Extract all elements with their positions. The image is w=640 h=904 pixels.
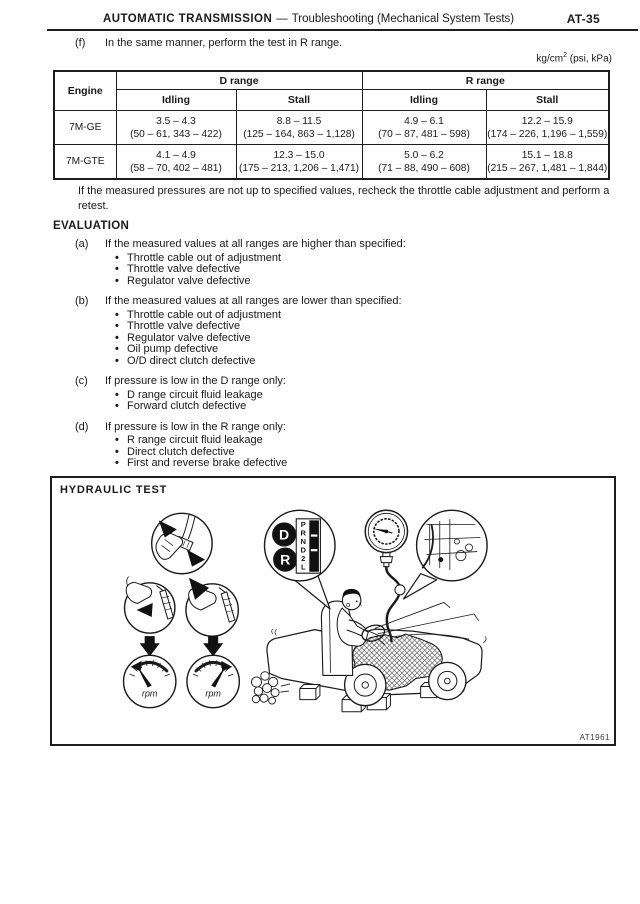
cell-value: 4.1 – 4.9: [156, 149, 196, 161]
step-f-text: In the same manner, perform the test in R range.: [105, 37, 343, 49]
step-f: [75, 37, 342, 49]
bullet-text: Throttle valve defective: [127, 320, 241, 332]
pressure-gauge: [365, 510, 407, 641]
bullet-item: [115, 401, 600, 413]
table-cell: [486, 111, 609, 145]
page-number: AT-35: [566, 12, 600, 26]
table-cell: [236, 145, 362, 180]
units-prefix: kg/cm: [536, 53, 564, 65]
bullet-text: Throttle cable out of adjustment: [127, 251, 282, 264]
engine-name: 7M-GE: [54, 111, 116, 145]
bullet-dot: •: [115, 331, 119, 344]
hydraulic-test-figure: [50, 476, 616, 746]
bullet-dot: •: [115, 343, 119, 355]
bullet-text: First and reverse brake defective: [127, 457, 288, 469]
bullet-text: O/D direct clutch defective: [127, 354, 256, 367]
cell-value: 3.5 – 4.3: [156, 115, 196, 127]
bullet-dot: •: [115, 308, 119, 321]
bullet-text: Throttle cable out of adjustment: [127, 308, 282, 321]
bullet-dot: •: [115, 320, 119, 332]
bullet-text: Direct clutch defective: [127, 445, 235, 458]
bullet-dot: •: [115, 434, 119, 446]
sub-header-r-idling: Idling: [362, 90, 486, 111]
rpm-label: rpm: [205, 688, 221, 699]
cell-value-paren: (215 – 267, 1,481 – 1,844): [487, 162, 608, 174]
cell-value: 12.3 – 15.0: [273, 149, 325, 161]
bullet-item: [115, 356, 600, 368]
pedal-released-inset: [125, 577, 175, 633]
svg-text:P: P: [300, 519, 306, 529]
bullet-text: Oil pump defective: [127, 343, 219, 355]
cell-value: 4.9 – 6.1: [404, 115, 444, 127]
group-header-d-range: D range: [116, 71, 362, 90]
cell-value-paren: (50 – 61, 343 – 422): [130, 128, 222, 140]
evaluation-list: [75, 238, 600, 478]
bullet-item: [115, 344, 600, 356]
units-suffix: (psi, kPa): [566, 53, 612, 65]
item-label: (d): [75, 420, 89, 433]
header-separator: —: [276, 13, 288, 25]
bullet-item: [115, 276, 600, 288]
throttle-cable-inset: [152, 513, 212, 573]
svg-text:R: R: [280, 551, 291, 568]
item-label: (a): [75, 238, 89, 250]
item-label: (c): [75, 375, 88, 387]
sub-header-r-stall: Stall: [486, 90, 609, 111]
retest-note: If the measured pressures are not up to specified values, recheck the throttle cable adjustment and perform a retest.: [78, 185, 610, 212]
figure-title: HYDRAULIC TEST: [60, 484, 168, 496]
header-subtitle: Troubleshooting (Mechanical System Tests): [291, 13, 515, 25]
bullet-text: Forward clutch defective: [127, 400, 247, 412]
front-wheel: [429, 662, 466, 699]
bullet-text: D range circuit fluid leakage: [127, 388, 263, 401]
item-text: If the measured values at all ranges are higher than specified:: [105, 238, 406, 250]
bullet-dot: •: [115, 263, 119, 275]
hydraulic-test-illustration: [52, 478, 614, 744]
svg-text:D: D: [300, 545, 307, 555]
rpm-gauge-low-inset: [124, 655, 176, 707]
table-cell: [236, 111, 362, 145]
bullet-dot: •: [115, 400, 119, 412]
table-cell: [116, 111, 236, 145]
down-arrow: [140, 636, 160, 656]
bullet-dot: •: [115, 251, 119, 264]
table-cell: [486, 145, 609, 180]
cell-value: 5.0 – 6.2: [404, 149, 444, 161]
svg-text:L: L: [300, 562, 306, 572]
svg-text:R: R: [300, 528, 307, 538]
table-cell: [362, 145, 486, 180]
page-header: [103, 13, 514, 25]
bullet-item: [115, 321, 600, 333]
bullet-item: [115, 435, 600, 447]
bullet-text: Regulator valve defective: [127, 274, 251, 287]
cell-value: 12.2 – 15.9: [521, 115, 573, 127]
cell-value-paren: (58 – 70, 402 – 481): [130, 162, 222, 174]
evaluation-item-c: [75, 375, 600, 413]
group-header-r-range: R range: [362, 71, 609, 90]
header-section-title: AUTOMATIC TRANSMISSION: [103, 13, 273, 25]
item-text: If pressure is low in the D range only:: [105, 375, 286, 387]
hose-hanger: [395, 585, 405, 595]
cell-value: 8.8 – 11.5: [276, 115, 322, 127]
sub-header-d-idling: Idling: [116, 90, 236, 111]
engine-name: 7M-GTE: [54, 145, 116, 180]
shift-indicator: [296, 519, 320, 573]
cell-value: 15.1 – 18.8: [521, 149, 573, 161]
evaluation-item-d: [75, 421, 600, 470]
evaluation-item-a: [75, 238, 600, 287]
bullet-dot: •: [115, 388, 119, 401]
header-rule: [47, 29, 638, 31]
shift-range-balloon: [265, 510, 336, 609]
bullet-item: [115, 458, 600, 470]
item-label: (b): [75, 295, 89, 307]
bullet-text: Throttle valve defective: [127, 263, 241, 275]
svg-text:D: D: [279, 526, 290, 543]
evaluation-item-b: [75, 295, 600, 367]
table-row: [54, 111, 609, 145]
bullet-dot: •: [115, 445, 119, 458]
cell-value-paren: (71 – 88, 490 – 608): [378, 162, 470, 174]
cell-value-paren: (70 – 87, 481 – 598): [378, 128, 470, 140]
item-text: If pressure is low in the R range only:: [105, 420, 286, 433]
cell-value-paren: (174 – 226, 1,196 – 1,559): [487, 128, 608, 140]
rpm-label: rpm: [141, 688, 158, 699]
car-cutaway-drawing: [251, 589, 486, 712]
table-row: [54, 145, 609, 180]
units-note: [536, 52, 612, 64]
pressure-spec-table: [53, 70, 610, 180]
step-f-label: (f): [75, 37, 86, 49]
item-text: If the measured values at all ranges are lower than specified:: [105, 295, 402, 307]
table-cell: [362, 111, 486, 145]
col-header-engine: Engine: [54, 71, 116, 111]
down-arrow: [203, 636, 223, 656]
cell-value-paren: (175 – 213, 1,206 – 1,471): [238, 162, 360, 174]
pedal-pressed-inset: [186, 578, 238, 636]
bullet-text: Regulator valve defective: [127, 331, 251, 344]
sub-header-d-stall: Stall: [236, 90, 362, 111]
bullet-item: [115, 264, 600, 276]
figure-id: AT1961: [579, 733, 610, 742]
bullet-dot: •: [115, 457, 119, 469]
evaluation-heading: EVALUATION: [53, 220, 130, 232]
bullet-text: R range circuit fluid leakage: [127, 434, 263, 446]
svg-text:N: N: [300, 537, 307, 547]
svg-text:2: 2: [301, 554, 306, 564]
transmission-closeup-inset: [404, 510, 488, 599]
table-cell: [116, 145, 236, 180]
bullet-dot: •: [115, 274, 119, 287]
units-sup: 2: [563, 52, 567, 59]
rpm-gauge-high-inset: [187, 655, 239, 707]
driver: [337, 589, 368, 646]
cell-value-paren: (125 – 164, 863 – 1,128): [243, 128, 355, 140]
bullet-dot: •: [115, 354, 119, 367]
